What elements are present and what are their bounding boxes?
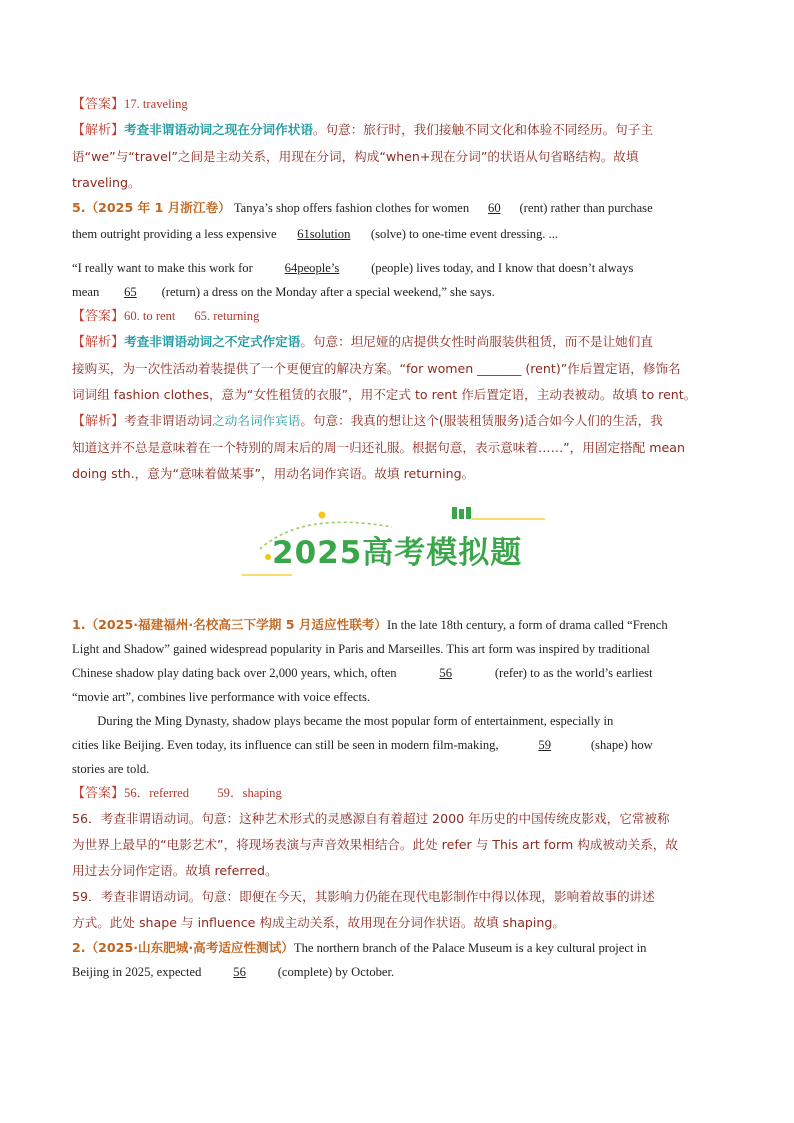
analysis-text: 用过去分词作定语。故填 referred。 xyxy=(72,863,278,878)
analysis-tag: 【解析】 xyxy=(72,335,125,350)
explanation-56 xyxy=(72,806,722,884)
analysis-text: 59．考查非谓语动词。句意：即便在今天，其影响力仍能在现代电影制作中得以体现，影响着故事的讲述 xyxy=(72,889,655,904)
question-5 xyxy=(72,196,722,304)
analysis-text: 为世界上最早的“电影艺术”，将现场表演与声音效果相结合。此处 refer 与 This art form 构成被动关系，故 xyxy=(72,837,678,852)
answer-line xyxy=(72,92,722,117)
analysis-focus: 之动名词作宾语 xyxy=(212,413,301,428)
passage-text: cities like Beijing. Even today, its influence can still be seen in modern film-making, xyxy=(72,738,502,752)
question-source: （2025·福建福州·名校高三下学期 5 月适应性联考） xyxy=(85,617,387,632)
passage-text: stories are told. xyxy=(72,762,150,776)
blank-56[interactable]: 56 xyxy=(439,666,452,680)
passage-text: (refer) to as the world’s earliest xyxy=(491,666,653,680)
blank-65[interactable]: 65 xyxy=(124,285,137,299)
passage-text: (solve) to one-time event dressing. ... xyxy=(367,227,559,241)
passage-text: Chinese shadow play dating back over 2,000 years, which, often xyxy=(72,666,400,680)
passage-text: In the late 18th century, a form of drama called “French xyxy=(387,618,668,632)
analysis-text: traveling。 xyxy=(72,175,141,190)
analysis-text: 。句意：旅行时，我们接触不同文化和体验不同经历。句子主 xyxy=(312,122,653,137)
analysis-block xyxy=(72,329,722,408)
passage-text: During the Ming Dynasty, shadow plays became the most popular form of entertainment, especially in xyxy=(97,714,614,728)
analysis-text: 考查非谓语动词 xyxy=(124,413,213,428)
banner-title: 2025高考模拟题 xyxy=(272,535,523,571)
explanation-59 xyxy=(72,884,722,936)
answer-line xyxy=(72,781,722,806)
analysis-text: 。句意：坦尼娅的店提供女性时尚服装供租赁，而不是让她们直 xyxy=(300,334,653,349)
answer-tag: 【答案】 xyxy=(72,786,125,801)
analysis-text: 。句意：我真的想让这个(服装租赁服务)适合如今人们的生活，我 xyxy=(300,413,663,428)
answer-tag: 【答案】 xyxy=(72,309,125,324)
question-number: 1. xyxy=(72,617,86,632)
passage-text: (complete) by October. xyxy=(274,965,395,979)
blank-64[interactable]: 64people’s xyxy=(284,261,340,275)
question-number: 5. xyxy=(72,200,86,215)
passage-text: (return) a dress on the Monday after a special weekend,” she says. xyxy=(158,285,495,299)
answer-text: 60. to rent 65. returning xyxy=(124,309,260,323)
answer-text: 56．referred 59．shaping xyxy=(124,786,282,800)
analysis-focus: 考查非谓语动词之不定式作定语 xyxy=(124,334,301,349)
analysis-text: 56．考查非谓语动词。句意：这种艺术形式的灵感源自有着超过 2000 年历史的中国传统皮影戏，它常被称 xyxy=(72,811,670,826)
passage-text: them outright xyxy=(72,227,141,241)
answer-tag: 【答案】 xyxy=(72,97,125,112)
section-banner xyxy=(72,505,722,601)
passage-text: providing a less expensive xyxy=(143,227,280,241)
analysis-text: 方式。此处 shape 与 influence 构成主动关系，故用现在分词作状语。故填 shaping。 xyxy=(72,915,565,930)
blank-60[interactable]: 60 xyxy=(488,201,501,215)
passage-text: mean xyxy=(72,285,103,299)
analysis-text: 知道这并不总是意味着在一个特别的周末后的周一归还礼服。根据句意，表示意味着……”，用固定搭配 mean xyxy=(72,440,685,455)
answer-line xyxy=(72,304,722,329)
blank-59[interactable]: 59 xyxy=(538,738,552,752)
analysis-tag: 【解析】 xyxy=(72,414,125,429)
passage-text: Tanya’s shop offers fashion clothes for women xyxy=(233,201,473,215)
passage-text: “I really want to make this work for xyxy=(72,261,256,275)
passage-text: The northern branch of the Palace Museum is a key cultural project in xyxy=(293,941,647,955)
analysis-text: 接购买，为一次性活动着装提供了一个更便宜的解决方案。“for women _______ (rent)”作后置定语，修饰名 xyxy=(72,361,681,376)
passage-text: (people) lives today, and I know that doesn’t always xyxy=(367,261,634,275)
passage-text: Light and Shadow” gained widespread popularity in Paris and Marseilles. This art form was inspired by traditional xyxy=(72,642,650,656)
answer-text: 17. traveling xyxy=(124,97,188,111)
analysis-tag: 【解析】 xyxy=(72,123,125,138)
analysis-block xyxy=(72,117,722,196)
blank-61[interactable]: 61solution xyxy=(297,227,351,241)
analysis-focus: 考查非谓语动词之现在分词作状语 xyxy=(124,122,313,137)
blank-56[interactable]: 56 xyxy=(233,965,246,979)
analysis-text: 语“we”与“travel”之间是主动关系，用现在分词，构成“when+现在分词”的状语从句省略结构。故填 xyxy=(72,149,639,164)
question-2 xyxy=(72,936,722,984)
question-1 xyxy=(72,613,722,781)
question-number: 2. xyxy=(72,940,86,955)
passage-text: (rent) rather than purchase xyxy=(516,201,653,215)
question-source: （2025 年 1 月浙江卷） xyxy=(85,200,231,215)
document-page xyxy=(72,92,722,984)
analysis-block xyxy=(72,408,722,487)
question-source: （2025·山东肥城·高考适应性测试） xyxy=(85,940,294,955)
passage-text: (shape) how xyxy=(587,738,653,752)
analysis-text: doing sth.，意为“意味着做某事”，用动名词作宾语。故填 returning。 xyxy=(72,466,475,481)
passage-text: Beijing in 2025, expected xyxy=(72,965,205,979)
analysis-text: 词词组 fashion clothes，意为“女性租赁的衣服”，用不定式 to rent 作后置定语，主动表被动。故填 to rent。 xyxy=(72,387,697,402)
passage-text: “movie art”, combines live performance with voice effects. xyxy=(72,690,371,704)
